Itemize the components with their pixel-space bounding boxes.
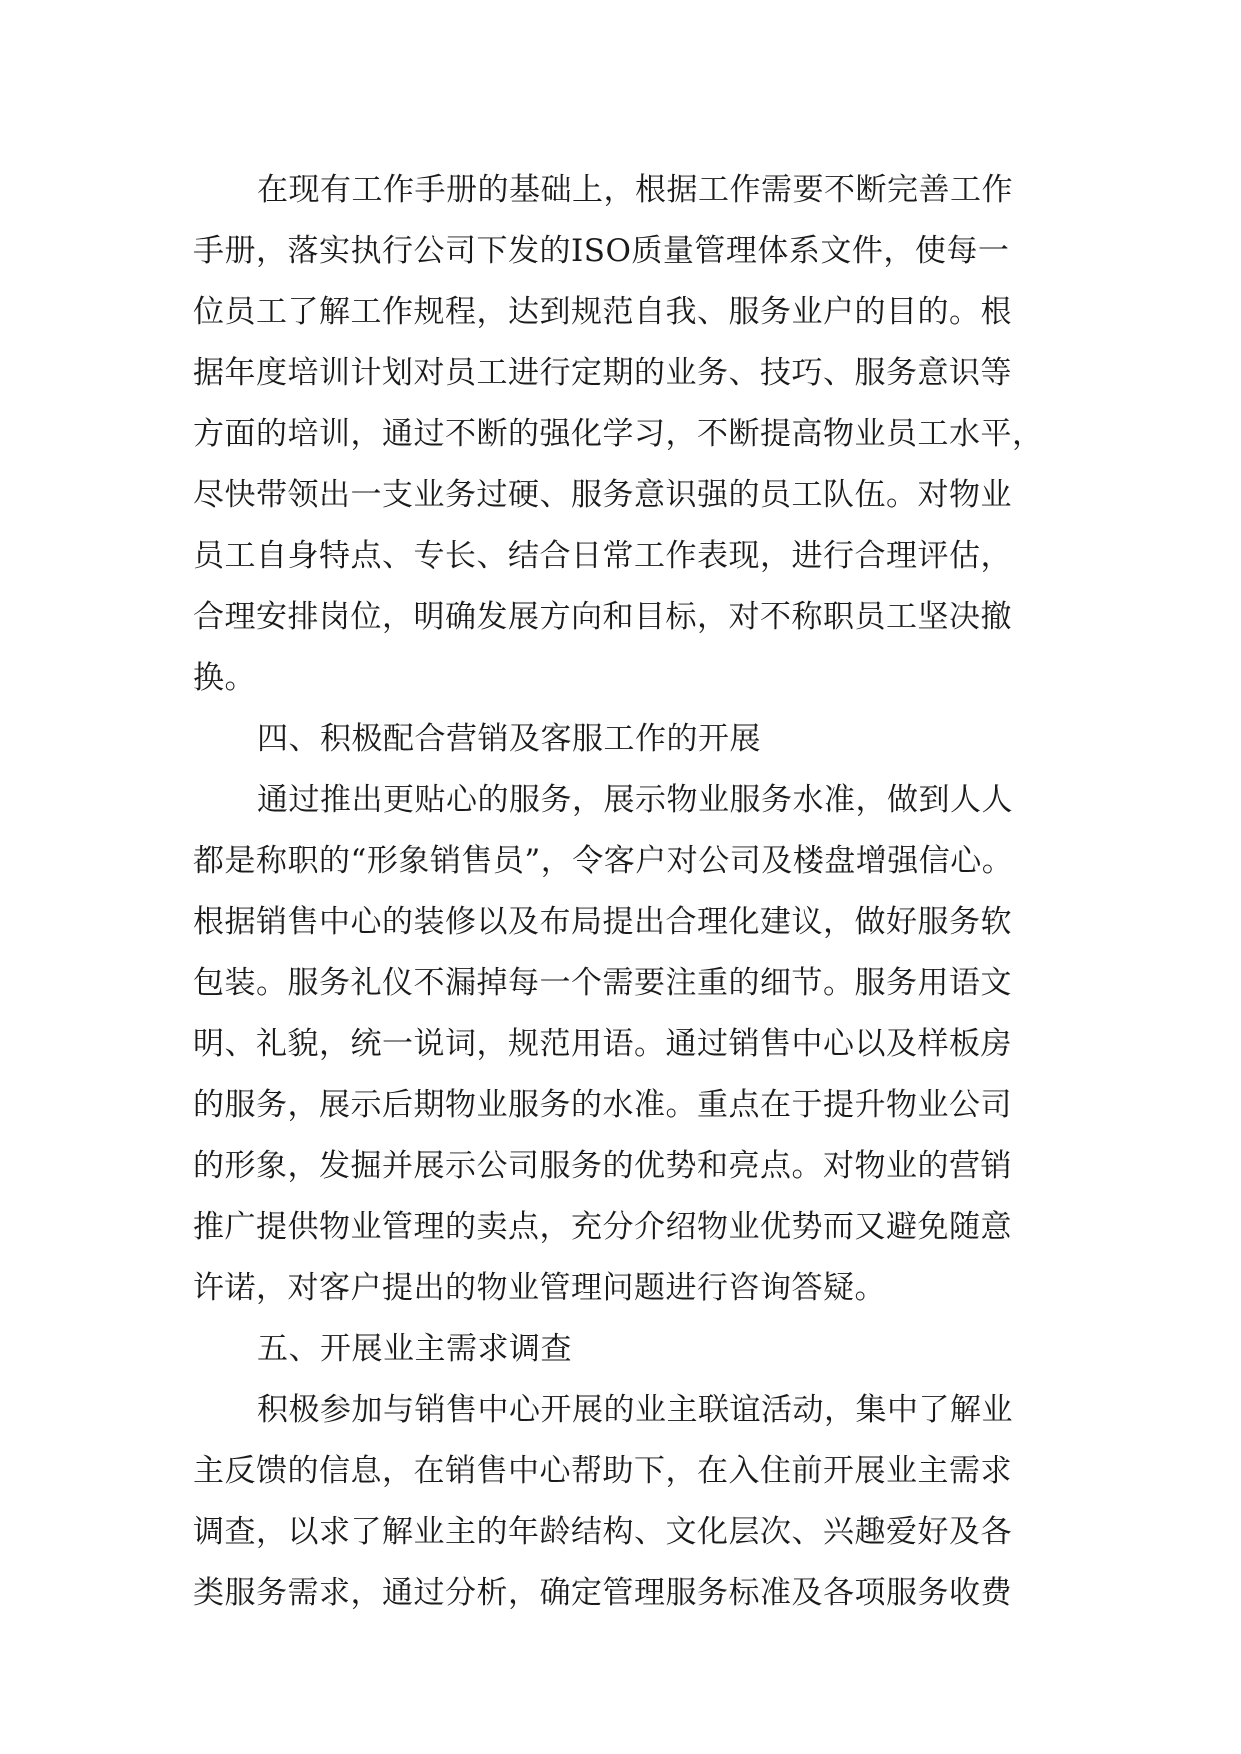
text-line: 包装。服务礼仪不漏掉每一个需要注重的细节。服务用语文: [193, 965, 1012, 1001]
text-line: 在现有工作手册的基础上，根据工作需要不断完善工作: [257, 172, 1013, 208]
text-line: 手册，落实执行公司下发的ISO质量管理体系文件，使每一: [193, 233, 1010, 269]
document-body: [193, 160, 1053, 1624]
text-line: 的形象，发掘并展示公司服务的优势和亮点。对物业的营销: [193, 1148, 1012, 1184]
text-line: 明、礼貌，统一说词，规范用语。通过销售中心以及样板房: [193, 1026, 1012, 1062]
text-line: 方面的培训，通过不断的强化学习，不断提高物业员工水平，: [193, 416, 1044, 452]
text-line: 推广提供物业管理的卖点，充分介绍物业优势而又避免随意: [193, 1209, 1012, 1245]
text-line: 通过推出更贴心的服务，展示物业服务水准，做到人人: [257, 782, 1013, 818]
section-heading: 五、开展业主需求调查: [257, 1331, 572, 1367]
text-line: 合理安排岗位，明确发展方向和目标，对不称职员工坚决撤: [193, 599, 1012, 635]
text-line: 位员工了解工作规程，达到规范自我、服务业户的目的。根: [193, 294, 1012, 330]
section-heading: 四、积极配合营销及客服工作的开展: [257, 721, 761, 757]
text-line: 类服务需求，通过分析，确定管理服务标准及各项服务收费: [193, 1575, 1012, 1611]
text-line: 的服务，展示后期物业服务的水准。重点在于提升物业公司: [193, 1087, 1012, 1123]
text-line: 据年度培训计划对员工进行定期的业务、技巧、服务意识等: [193, 355, 1012, 391]
text-line: 换。: [193, 660, 256, 696]
text-line: 员工自身特点、专长、结合日常工作表现，进行合理评估，: [193, 538, 1012, 574]
text-line: 都是称职的“形象销售员”，令客户对公司及楼盘增强信心。: [193, 843, 1014, 879]
text-line: 调查，以求了解业主的年龄结构、文化层次、兴趣爱好及各: [193, 1514, 1012, 1550]
text-line: 积极参加与销售中心开展的业主联谊活动，集中了解业: [257, 1392, 1013, 1428]
text-line: 主反馈的信息，在销售中心帮助下，在入住前开展业主需求: [193, 1453, 1012, 1489]
text-line: 根据销售中心的装修以及布局提出合理化建议，做好服务软: [193, 904, 1012, 940]
text-line: 尽快带领出一支业务过硬、服务意识强的员工队伍。对物业: [193, 477, 1012, 513]
text-line: 许诺，对客户提出的物业管理问题进行咨询答疑。: [193, 1270, 886, 1306]
